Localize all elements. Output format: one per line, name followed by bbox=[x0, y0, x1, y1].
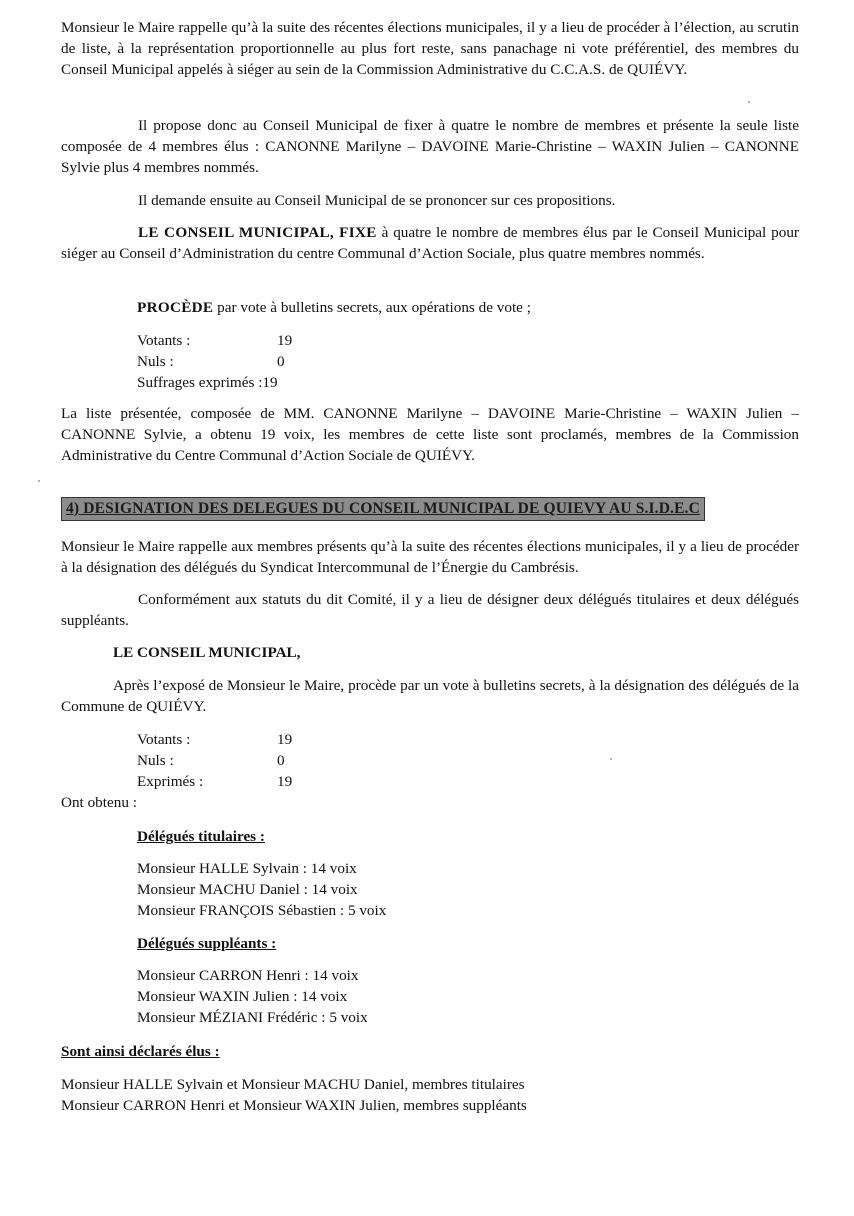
paragraph-sidec-statuts: Conformément aux statuts du dit Comité, il y a lieu de désigner deux délégués titulaires et deux délégués suppléants. bbox=[61, 591, 799, 629]
titulaire-line: Monsieur FRANÇOIS Sébastien : 5 voix bbox=[137, 902, 387, 919]
vote-results-sidec bbox=[137, 729, 292, 792]
decision-text: à quatre le nombre de membres élus par le Conseil Municipal pour siéger au Conseil d’Administration du centre Communal d’Action Sociale, plus quatre membres nommés. bbox=[61, 224, 799, 262]
vote-label: Nuls : bbox=[137, 752, 174, 769]
elus-line: Monsieur HALLE Sylvain et Monsieur MACHU Daniel, membres titulaires bbox=[61, 1076, 525, 1093]
suppleant-line: Monsieur CARRON Henri : 14 voix bbox=[137, 967, 359, 984]
vote-label: Votants : bbox=[137, 731, 191, 748]
paragraph-ccas-proposal: Il propose donc au Conseil Municipal de fixer à quatre le nombre de membres et présente la seule liste composée de 4 membres élus : CANONNE Marilyne – DAVOINE Marie-Christine – WAXIN Julien – CANONNE Sylvie plus 4 membres nommés. bbox=[61, 117, 799, 176]
paragraph-sidec-intro: Monsieur le Maire rappelle aux membres présents qu’à la suite des récentes élections municipales, il y a lieu de procéder à la désignation des délégués du Syndicat Intercommunal de l’Énergie du Cambrésis. bbox=[61, 538, 799, 576]
paragraph-ccas-decision bbox=[61, 222, 799, 264]
vote-value: 0 bbox=[277, 752, 285, 769]
scan-speck bbox=[748, 101, 750, 103]
vote-row-nuls bbox=[137, 351, 292, 372]
vote-value: 19 bbox=[277, 332, 293, 349]
section-heading-sidec: 4) DESIGNATION DES DELEGUES DU CONSEIL MUNICIPAL DE QUIEVY AU S.I.D.E.C bbox=[61, 497, 705, 521]
paragraph-ccas-intro: Monsieur le Maire rappelle qu’à la suite des récentes élections municipales, il y a lieu de procéder à l’élection, au scrutin de liste, à la représentation proportionnelle au plus fort reste, sans panachage ni vote préférentiel, des membres du Conseil Municipal appelés à siéger au sein de la Commission Administrative du C.C.A.S. de QUIÉVY. bbox=[61, 19, 799, 78]
vote-value: 19 bbox=[277, 773, 293, 790]
vote-value: 0 bbox=[277, 353, 285, 370]
vote-value: 19 bbox=[277, 731, 293, 748]
elus-heading: Sont ainsi déclarés élus : bbox=[61, 1043, 220, 1060]
titulaire-line: Monsieur MACHU Daniel : 14 voix bbox=[137, 881, 358, 898]
procede-text: par vote à bulletins secrets, aux opérations de vote ; bbox=[213, 299, 531, 316]
titulaires-heading: Délégués titulaires : bbox=[137, 828, 265, 845]
vote-row-exprimes bbox=[137, 771, 292, 792]
vote-label: Votants : bbox=[137, 332, 191, 349]
vote-label: Exprimés : bbox=[137, 773, 204, 790]
scan-speck bbox=[610, 758, 612, 760]
vote-row-votants bbox=[137, 330, 292, 351]
vote-row-suffrages bbox=[137, 372, 292, 393]
paragraph-conseil-municipal: LE CONSEIL MUNICIPAL, bbox=[113, 644, 301, 661]
vote-label: Suffrages exprimés :19 bbox=[137, 374, 278, 391]
elus-line: Monsieur CARRON Henri et Monsieur WAXIN Julien, membres suppléants bbox=[61, 1097, 527, 1114]
vote-label: Nuls : bbox=[137, 353, 174, 370]
keyword-procede: PROCÈDE bbox=[137, 299, 214, 316]
paragraph-ccas-result: La liste présentée, composée de MM. CANONNE Marilyne – DAVOINE Marie-Christine – WAXIN Julien – CANONNE Sylvie, a obtenu 19 voix, les membres de cette liste sont proclamés, membres de la Commission Administrative du Centre Communal d’Action Sociale de QUIÉVY. bbox=[61, 405, 799, 464]
scan-speck bbox=[38, 480, 40, 482]
paragraph-ccas-procede bbox=[137, 297, 799, 318]
paragraph-ccas-request: Il demande ensuite au Conseil Municipal de se prononcer sur ces propositions. bbox=[138, 192, 616, 209]
paragraph-sidec-vote: Après l’exposé de Monsieur le Maire, procède par un vote à bulletins secrets, à la désignation des délégués de la Commune de QUIÉVY. bbox=[61, 677, 799, 715]
suppleant-line: Monsieur WAXIN Julien : 14 voix bbox=[137, 988, 348, 1005]
keyword-conseil-fixe: LE CONSEIL MUNICIPAL, FIXE bbox=[138, 224, 377, 241]
titulaire-line: Monsieur HALLE Sylvain : 14 voix bbox=[137, 860, 357, 877]
suppleants-heading: Délégués suppléants : bbox=[137, 935, 277, 952]
vote-row-nuls bbox=[137, 750, 292, 771]
vote-results-ccas bbox=[137, 330, 292, 393]
ont-obtenu-label: Ont obtenu : bbox=[61, 794, 137, 811]
vote-row-votants bbox=[137, 729, 292, 750]
suppleant-line: Monsieur MÉZIANI Frédéric : 5 voix bbox=[137, 1009, 368, 1026]
